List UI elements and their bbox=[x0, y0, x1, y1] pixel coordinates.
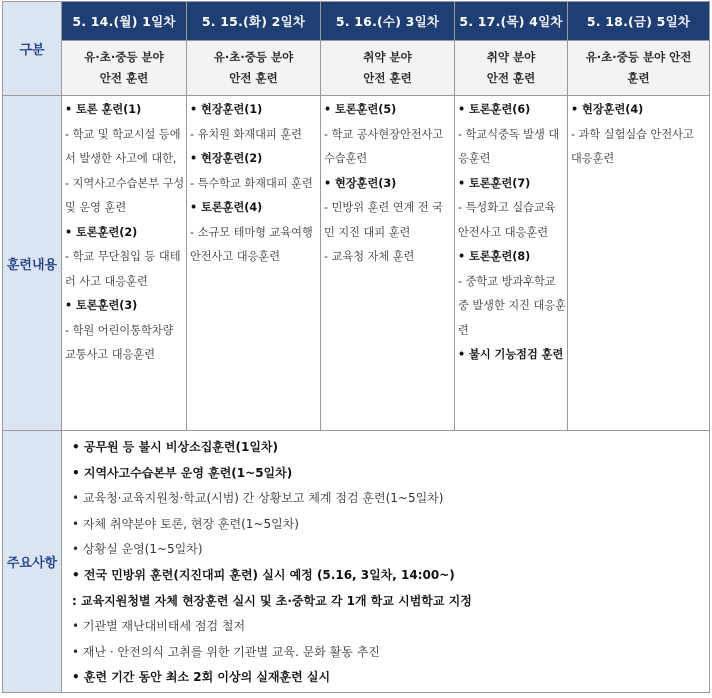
subject-line: 안전 훈련 bbox=[99, 71, 149, 85]
training-item-heading: • 현장훈련(1) bbox=[190, 103, 263, 116]
subject-line: 유·초·중등 분야 bbox=[213, 50, 294, 64]
subject-line: 훈련 bbox=[627, 71, 650, 85]
subject-line: 취약 분야 bbox=[486, 50, 536, 64]
subject-cell bbox=[455, 41, 568, 96]
training-item-heading: • 토론훈련(2) bbox=[65, 225, 138, 239]
note-item: • 전국 민방위 훈련(지진대피 훈련) 실시 예정 (5.16, 3일차, 14:00~) bbox=[72, 567, 455, 582]
training-item-heading: • 토론훈련(5) bbox=[324, 103, 397, 116]
training-cell bbox=[321, 96, 455, 431]
subject-line: 취약 분야 bbox=[363, 50, 412, 64]
note-item: • 재난 · 안전의식 고취를 위한 기관별 교육. 문화 활동 추진 bbox=[72, 644, 380, 659]
training-item-heading: • 토론훈련(3) bbox=[65, 299, 138, 312]
subject-cell bbox=[187, 41, 321, 96]
training-cell bbox=[187, 96, 321, 431]
schedule-table bbox=[2, 1, 710, 693]
day-header: 5. 15.(화) 2일차 bbox=[187, 2, 321, 41]
subject-line: 안전 훈련 bbox=[363, 71, 412, 85]
training-item-desc: - 소규모 테마형 교육여행 안전사고 대응훈련 bbox=[190, 225, 313, 263]
training-item-desc: - 특수학교 화재대피 훈련 bbox=[190, 176, 313, 190]
training-item-desc: - 학원 어린이통학차량 교통사고 대응훈련 bbox=[65, 323, 174, 361]
training-item-heading: • 토론 훈련(1) bbox=[65, 103, 142, 116]
training-item-heading: • 토론훈련(7) bbox=[458, 176, 531, 190]
note-item: • 상황실 운영(1~5일차) bbox=[72, 542, 203, 557]
training-cell bbox=[568, 96, 710, 431]
note-item: • 훈련 기간 동안 최소 2회 이상의 실재훈련 실시 bbox=[72, 670, 331, 685]
header-label: 구분 bbox=[3, 2, 62, 96]
day-header: 5. 14.(월) 1일차 bbox=[62, 2, 187, 41]
day-header: 5. 16.(수) 3일차 bbox=[321, 2, 455, 41]
training-item-desc: - 학교 무단침입 등 대테러 사고 대응훈련 bbox=[65, 250, 181, 288]
note-item: • 기관별 재난대비태세 점검 철저 bbox=[72, 619, 246, 634]
day-header: 5. 18.(금) 5일차 bbox=[568, 2, 710, 41]
training-item-heading: • 토론훈련(8) bbox=[458, 250, 531, 263]
subject-cell bbox=[568, 41, 710, 96]
training-item-desc: - 학교 및 학교시설 등에서 발생한 사고에 대한, bbox=[65, 127, 181, 165]
subject-line: 안전 훈련 bbox=[229, 71, 278, 85]
note-item: : 교육지원청별 자체 현장훈련 실시 및 초·중학교 각 1개 학교 시범학교 지정 bbox=[72, 593, 472, 608]
notes-label: 주요사항 bbox=[3, 431, 62, 693]
training-item-desc: - 특성화고 실습교육 안전사고 대응훈련 bbox=[458, 201, 556, 239]
training-item-heading: • 불시 기능점검 훈련 bbox=[458, 348, 564, 361]
subject-line: 유·초·중등 분야 안전 bbox=[585, 50, 692, 64]
training-item-heading: • 토론훈련(4) bbox=[190, 201, 263, 214]
training-item-desc: - 학교 공사현장안전사고 수습훈련 bbox=[324, 127, 444, 165]
training-item-heading: • 현장훈련(4) bbox=[571, 103, 644, 116]
training-item-heading: • 현장훈련(3) bbox=[324, 176, 397, 190]
subject-cell bbox=[62, 41, 187, 96]
training-item-desc: - 중학교 방과후학교 중 발생한 지진 대응훈련 bbox=[458, 274, 566, 337]
subject-line: 유·초·중등 분야 bbox=[84, 50, 164, 64]
subject-line: 안전 훈련 bbox=[486, 71, 536, 85]
note-item: • 자체 취약분야 토론, 현장 훈련(1~5일차) bbox=[72, 516, 299, 531]
training-item-desc: - 교육청 자체 훈련 bbox=[324, 250, 415, 263]
training-label: 훈련내용 bbox=[3, 96, 62, 431]
training-item-heading: • 현장훈련(2) bbox=[190, 152, 263, 165]
training-item-heading: • 토론훈련(6) bbox=[458, 103, 531, 116]
subject-cell bbox=[321, 41, 455, 96]
training-cell bbox=[62, 96, 187, 431]
training-item-desc: - 유치원 화재대피 훈련 bbox=[190, 127, 302, 141]
training-item-desc: - 과학 실험실습 안전사고 대응훈련 bbox=[571, 127, 694, 165]
notes-cell bbox=[62, 431, 710, 693]
day-header: 5. 17.(목) 4일차 bbox=[455, 2, 568, 41]
note-item: • 교육청·교육지원청·학교(시범) 간 상황보고 체계 점검 훈련(1~5일차) bbox=[72, 491, 444, 506]
note-item: • 지역사고수습본부 운영 훈련(1~5일차) bbox=[72, 465, 293, 480]
training-item-desc: - 민방위 훈련 연계 전 국민 지진 대피 훈련 bbox=[324, 201, 444, 239]
note-item: • 공무원 등 불시 비상소집훈련(1일차) bbox=[72, 440, 278, 454]
training-cell bbox=[455, 96, 568, 431]
training-item-desc: - 학교식중독 발생 대응훈련 bbox=[458, 127, 560, 165]
training-item-desc: - 지역사고수습본부 구성 및 운영 훈련 bbox=[65, 176, 185, 214]
